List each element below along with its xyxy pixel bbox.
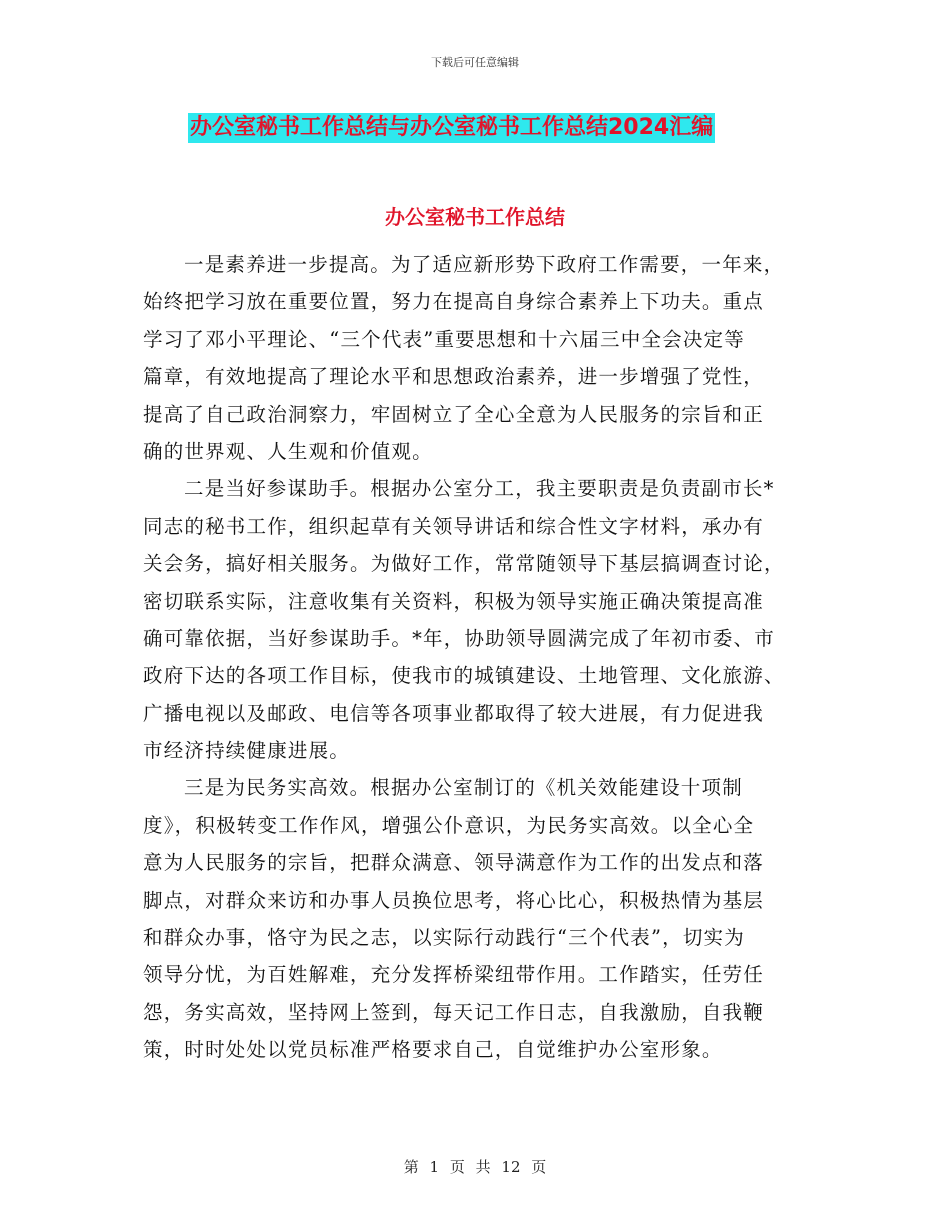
- body-line: 度》，积极转变工作作风，增强公仆意识，为民务实高效。以全心全: [143, 813, 755, 837]
- body-line: 密切联系实际，注意收集有关资料，积极为领导实施正确决策提高准: [143, 589, 765, 613]
- body-line: 关会务，搞好相关服务。为做好工作，常常随领导下基层搞调查讨论，: [143, 552, 785, 576]
- body-line: 一是素养进一步提高。为了适应新形势下政府工作需要，一年来，: [184, 253, 785, 276]
- body-line: 确可靠依据，当好参谋助手。*年，协助领导圆满完成了年初市委、市: [143, 626, 775, 650]
- body-line: 市经济持续健康进展。: [143, 739, 351, 763]
- body-line: 同志的秘书工作，组织起草有关领导讲话和综合性文字材料，承办有: [143, 514, 765, 538]
- body-line: 策，时时处处以党员标准严格要求自己，自觉维护办公室形象。: [143, 1038, 723, 1062]
- footer-total-word: 共: [475, 1158, 491, 1176]
- body-line: 意为人民服务的宗旨，把群众满意、领导满意作为工作的出发点和落: [143, 851, 765, 875]
- body-line: 和群众办事，恪守为民之志，以实际行动践行“三个代表”，切实为: [143, 926, 745, 950]
- document-main-title: 办公室秘书工作总结与办公室秘书工作总结2024汇编: [188, 113, 715, 143]
- body-line: 怨，务实高效，坚持网上签到，每天记工作日志，自我激励，自我鞭: [143, 1000, 765, 1024]
- body-line: 二是当好参谋助手。根据办公室分工，我主要职责是负责副市长*: [184, 477, 775, 501]
- body-line: 三是为民务实高效。根据办公室制订的《机关效能建设十项制: [184, 776, 743, 800]
- body-line: 领导分忧，为百姓解难，充分发挥桥梁纽带作用。工作踏实，任劳任: [143, 963, 765, 987]
- body-line: 确的世界观、人生观和价值观。: [143, 439, 433, 463]
- body-line: 提高了自己政治洞察力，牢固树立了全心全意为人民服务的宗旨和正: [143, 402, 765, 426]
- body-line: 脚点，对群众来访和办事人员换位思考，将心比心，积极热情为基层: [143, 888, 765, 912]
- body-line: 学习了邓小平理论、“三个代表”重要思想和十六届三中全会决定等: [143, 327, 745, 351]
- footer-page-word: 页: [449, 1158, 465, 1176]
- page-footer: [0, 1156, 950, 1177]
- footer-prefix: 第: [403, 1158, 419, 1176]
- body-line: 始终把学习放在重要位置，努力在提高自身综合素养上下功夫。重点: [143, 290, 765, 314]
- body-line: 广播电视以及邮政、电信等各项事业都取得了较大进展，有力促进我: [143, 701, 765, 725]
- footer-page-number: 1: [429, 1158, 440, 1176]
- header-note: 下载后可任意编辑: [431, 56, 519, 69]
- body-line: 篇章，有效地提高了理论水平和思想政治素养，进一步增强了党性，: [143, 365, 765, 389]
- body-line: 政府下达的各项工作目标，使我市的城镇建设、土地管理、文化旅游、: [143, 664, 785, 688]
- section-title: 办公室秘书工作总结: [385, 205, 565, 229]
- footer-total-pages: 12: [501, 1158, 521, 1176]
- footer-suffix: 页: [531, 1158, 547, 1176]
- body-text: [143, 246, 815, 1069]
